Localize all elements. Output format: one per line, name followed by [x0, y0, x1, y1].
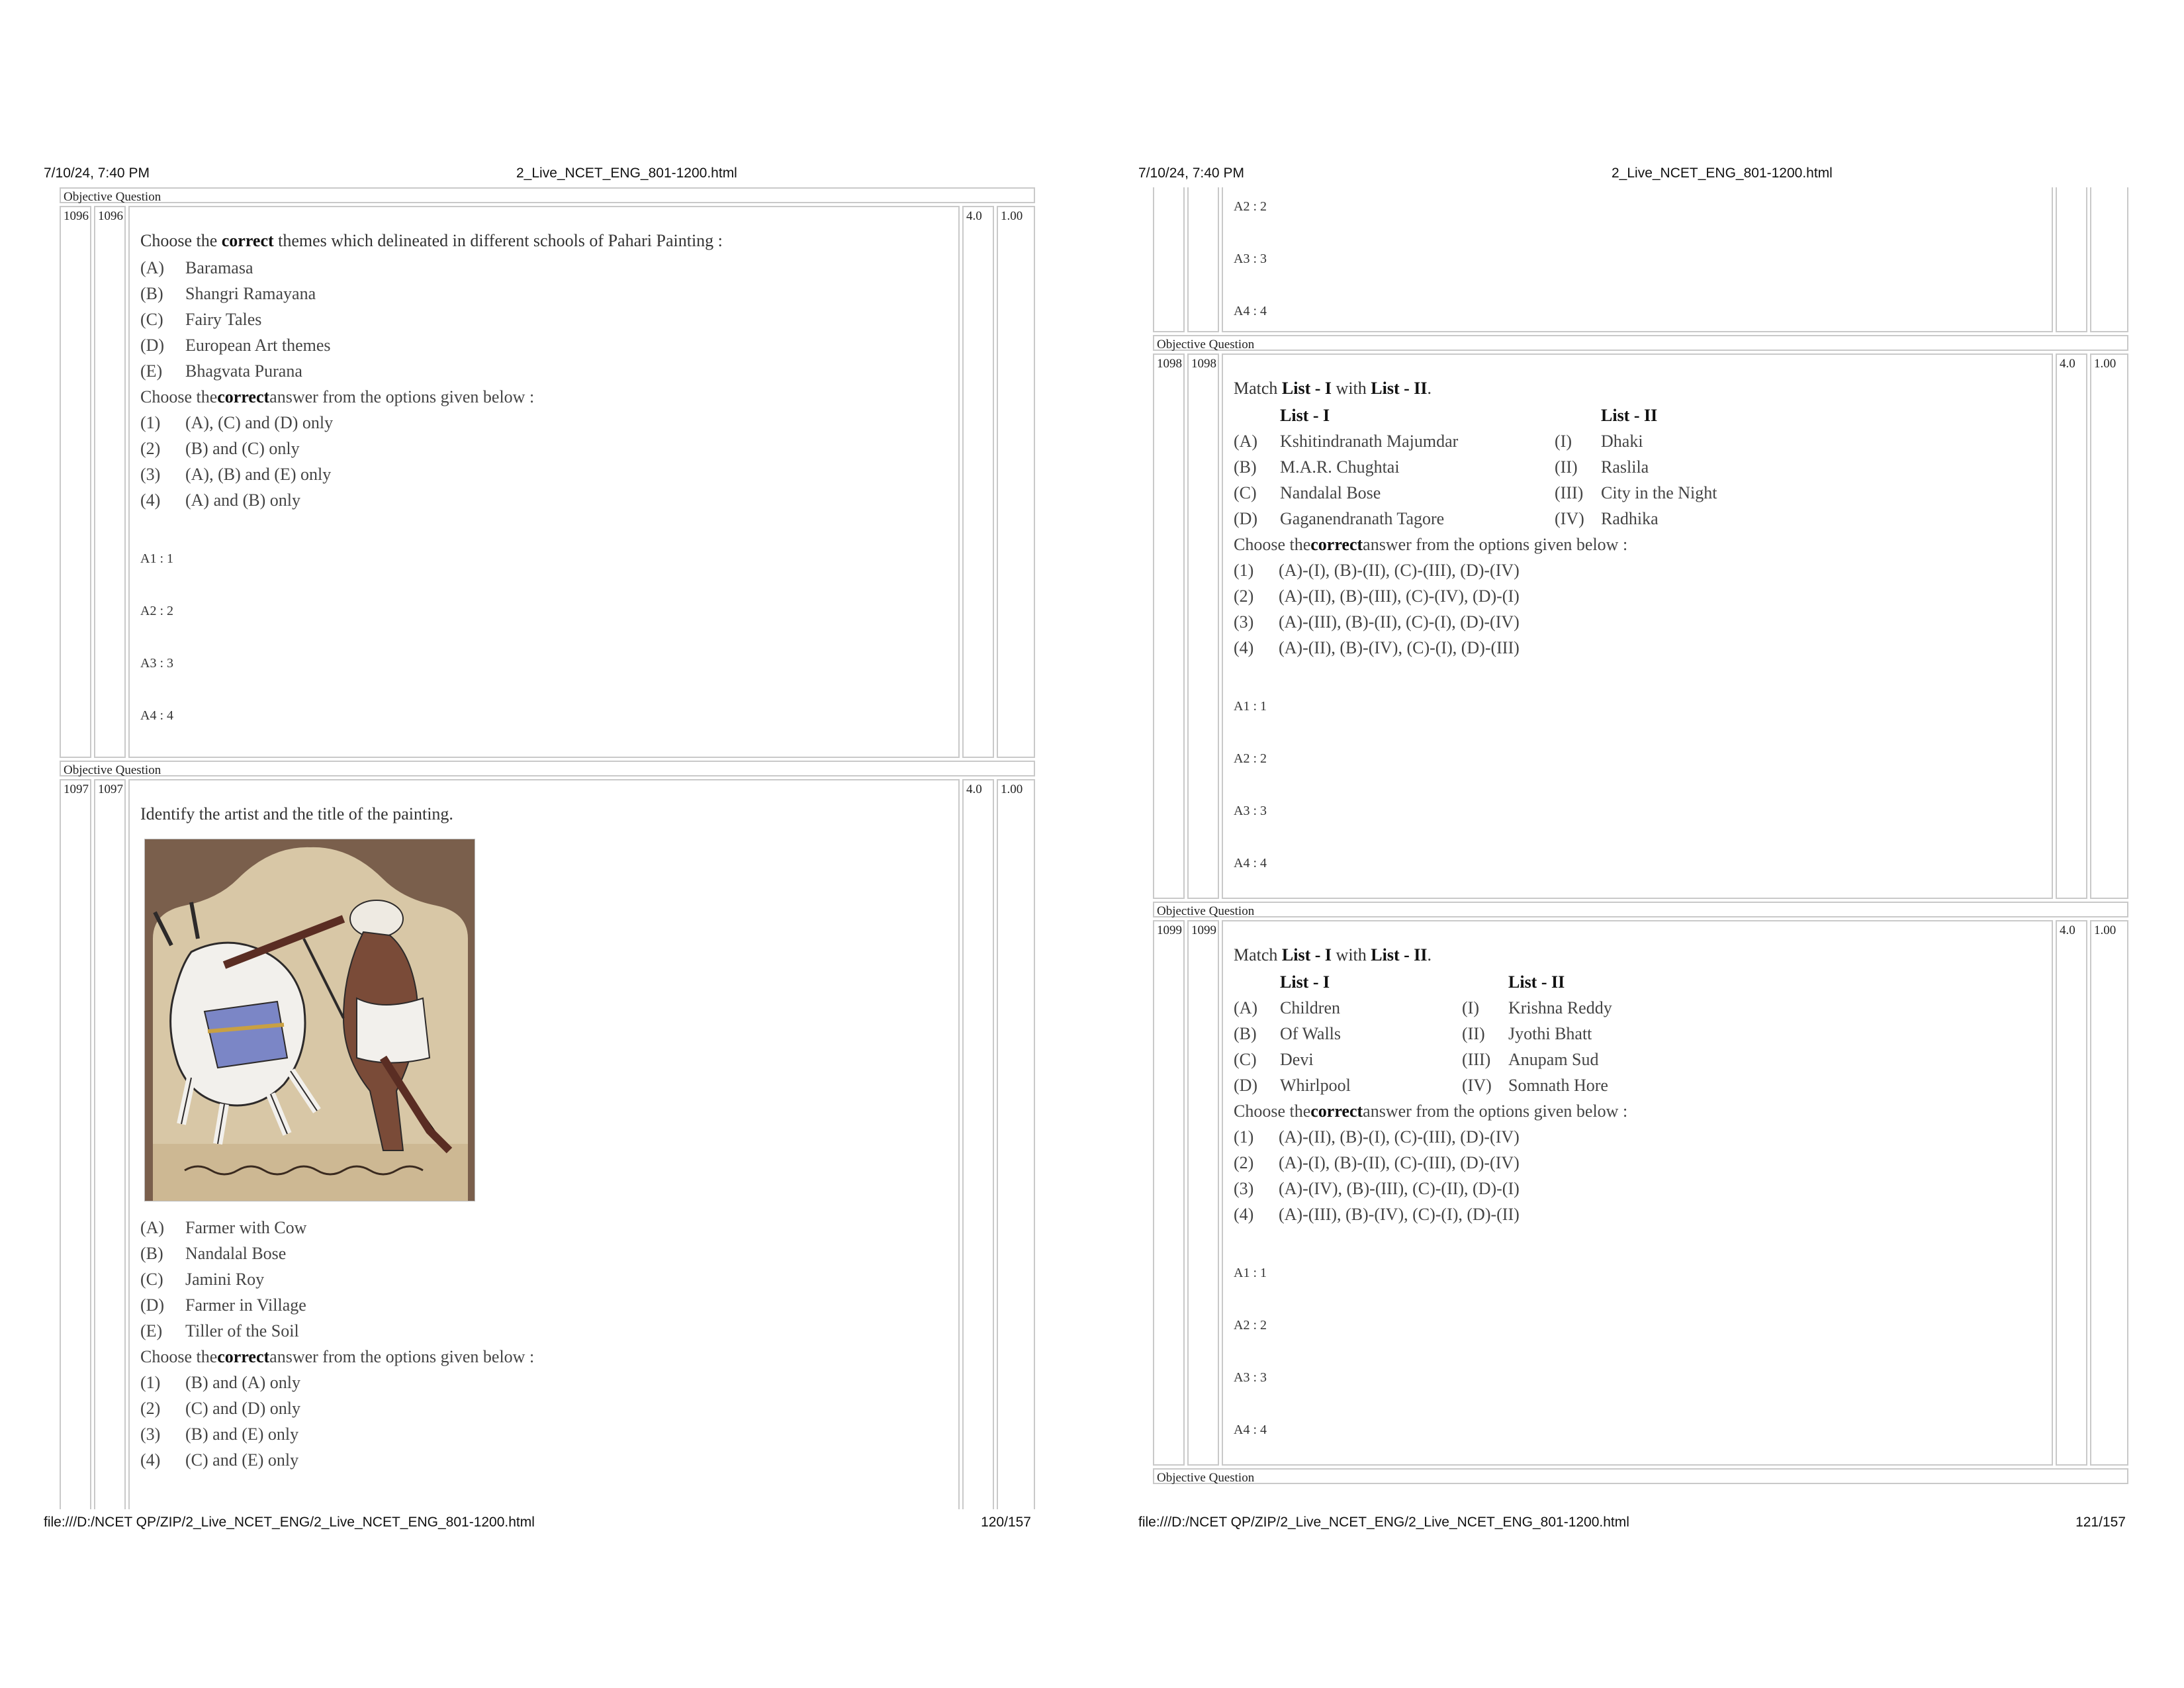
- answer-option: (3) (A), (B) and (E) only: [140, 465, 332, 484]
- answer-key: A3 : 3: [1234, 1370, 1267, 1385]
- match-row: (C) Devi (III) Anupam Sud: [1234, 1049, 1599, 1069]
- answer-key: A3 : 3: [1234, 804, 1267, 818]
- choose-instruction: Choose the correct answer from the options given below :: [1234, 535, 1628, 554]
- answer-option: (2) (A)-(I), (B)-(II), (C)-(III), (D)-(IV): [1234, 1153, 1520, 1172]
- answer-option: (4) (A) and (B) only: [140, 491, 301, 510]
- answer-option: (2) (C) and (D) only: [140, 1399, 301, 1418]
- question-body: [1222, 920, 2053, 1466]
- negative-marks: 1.00: [997, 779, 1035, 1509]
- question-1096: [60, 206, 1035, 758]
- question-stem: Choose the correct themes which delineated in different schools of Pahari Painting :: [140, 231, 723, 250]
- match-table: [1234, 969, 1612, 1098]
- choose-instruction: Choose the correct answer from the options given below :: [1234, 1102, 1628, 1121]
- answer-option: (4) (C) and (E) only: [140, 1450, 299, 1470]
- page-content: [60, 187, 1035, 1509]
- question-id: 1096: [94, 206, 126, 758]
- answer-key: A4 : 4: [1234, 856, 1267, 870]
- choose-instruction: Choose the correct answer from the options given below :: [140, 1347, 535, 1366]
- answer-option: (3) (A)-(IV), (B)-(III), (C)-(II), (D)-(I): [1234, 1179, 1520, 1198]
- list-2-header: List - II: [1601, 405, 1658, 425]
- question-stem: Identify the artist and the title of the painting.: [140, 804, 453, 823]
- question-id: 1096: [60, 206, 91, 758]
- answer-key: A2 : 2: [140, 604, 173, 618]
- file-path: file:///D:/NCET QP/ZIP/2_Live_NCET_ENG/2_Live_NCET_ENG_801-1200.html: [44, 1515, 535, 1530]
- answer-key: A1 : 1: [140, 551, 173, 566]
- answer-option: (1) (A)-(I), (B)-(II), (C)-(III), (D)-(IV): [1234, 561, 1520, 580]
- statement-item: (E) Bhagvata Purana: [140, 361, 302, 381]
- statement-item: (E) Tiller of the Soil: [140, 1321, 299, 1340]
- list-1-header: List - I: [1280, 972, 1330, 992]
- list-1-header: List - I: [1280, 405, 1330, 425]
- question-1099: [1153, 920, 2128, 1466]
- painting-image: [144, 839, 475, 1201]
- match-row: (A) Children (I) Krishna Reddy: [1234, 998, 1612, 1017]
- answer-key: A1 : 1: [1234, 1266, 1267, 1280]
- statement-item: (A) Farmer with Cow: [140, 1218, 307, 1237]
- statement-item: (B) Shangri Ramayana: [140, 284, 316, 303]
- print-title: 2_Live_NCET_ENG_801-1200.html: [516, 165, 737, 181]
- match-row: (B) M.A.R. Chughtai (II) Raslila: [1234, 457, 1649, 477]
- print-title: 2_Live_NCET_ENG_801-1200.html: [1612, 165, 1833, 181]
- question-body: [1222, 353, 2053, 899]
- statement-item: (C) Jamini Roy: [140, 1270, 265, 1289]
- statement-item: (C) Fairy Tales: [140, 310, 262, 329]
- answer-option: (1) (A)-(II), (B)-(I), (C)-(III), (D)-(IV): [1234, 1127, 1520, 1147]
- statement-item: (A) Baramasa: [140, 258, 253, 277]
- statement-item: (D) European Art themes: [140, 336, 331, 355]
- answer-option: (3) (B) and (E) only: [140, 1425, 299, 1444]
- print-date: 7/10/24, 7:40 PM: [44, 165, 150, 181]
- marks: 4.0: [2056, 920, 2087, 1466]
- question-body: [128, 206, 960, 758]
- page-121: [1092, 0, 2184, 1688]
- match-table: [1234, 402, 1717, 532]
- answer-option: (3) (A)-(III), (B)-(II), (C)-(I), (D)-(IV): [1234, 612, 1520, 632]
- match-row: (D) Whirlpool (IV) Somnath Hore: [1234, 1075, 1608, 1095]
- statement-item: (D) Farmer in Village: [140, 1295, 306, 1315]
- negative-marks: 1.00: [2090, 353, 2128, 899]
- answer-key: A1 : 1: [1234, 699, 1267, 714]
- match-row: (B) Of Walls (II) Jyothi Bhatt: [1234, 1023, 1592, 1043]
- marks: 4.0: [2056, 353, 2087, 899]
- question-id: 1099: [1153, 920, 1185, 1466]
- answer-key: A4 : 4: [1234, 1423, 1267, 1437]
- question-1097: [60, 779, 1035, 1509]
- question-stem: Match List - I with List - II.: [1234, 379, 1432, 398]
- answer-option: (4) (A)-(II), (B)-(IV), (C)-(I), (D)-(III): [1234, 638, 1520, 657]
- answer-option: (4) (A)-(III), (B)-(IV), (C)-(I), (D)-(II): [1234, 1205, 1520, 1224]
- section-label: Objective Question: [1153, 335, 2128, 351]
- answer-key: A4 : 4: [1234, 304, 1267, 318]
- question-1097-continued: [1153, 187, 2128, 332]
- question-1098: [1153, 353, 2128, 899]
- statement-item: (B) Nandalal Bose: [140, 1244, 287, 1263]
- negative-marks: 1.00: [2090, 920, 2128, 1466]
- print-date: 7/10/24, 7:40 PM: [1138, 165, 1244, 181]
- page-number: 121/157: [2075, 1515, 2126, 1530]
- question-id: 1097: [60, 779, 91, 1509]
- answer-option: (2) (A)-(II), (B)-(III), (C)-(IV), (D)-(I): [1234, 586, 1520, 606]
- answer-option: (2) (B) and (C) only: [140, 439, 300, 458]
- marks: 4.0: [962, 206, 994, 758]
- section-label: Objective Question: [1153, 1468, 2128, 1484]
- answer-key: A4 : 4: [140, 708, 173, 723]
- page-number: 120/157: [981, 1515, 1031, 1530]
- answer-key: A3 : 3: [1234, 252, 1267, 266]
- page-content: [1153, 187, 2128, 1509]
- answer-option: (1) (A), (C) and (D) only: [140, 413, 334, 432]
- answer-key: A2 : 2: [1234, 1318, 1267, 1333]
- question-id: 1098: [1187, 353, 1219, 899]
- question-body: [128, 779, 960, 1509]
- marks: 4.0: [962, 779, 994, 1509]
- choose-instruction: Choose the correct answer from the options given below :: [140, 387, 535, 406]
- question-id: 1099: [1187, 920, 1219, 1466]
- match-row: (D) Gaganendranath Tagore (IV) Radhika: [1234, 508, 1659, 528]
- match-row: (C) Nandalal Bose (III) City in the Night: [1234, 483, 1717, 502]
- negative-marks: 1.00: [997, 206, 1035, 758]
- question-id: 1097: [94, 779, 126, 1509]
- file-path: file:///D:/NCET QP/ZIP/2_Live_NCET_ENG/2_Live_NCET_ENG_801-1200.html: [1138, 1515, 1629, 1530]
- list-2-header: List - II: [1508, 972, 1565, 992]
- section-label: Objective Question: [60, 187, 1035, 203]
- section-label: Objective Question: [60, 761, 1035, 776]
- match-row: (A) Kshitindranath Majumdar (I) Dhaki: [1234, 431, 1643, 451]
- answer-option: (1) (B) and (A) only: [140, 1373, 301, 1392]
- section-label: Objective Question: [1153, 902, 2128, 917]
- answer-key: A2 : 2: [1234, 199, 1267, 214]
- answer-key: A2 : 2: [1234, 751, 1267, 766]
- answer-key: A3 : 3: [140, 656, 173, 671]
- question-id: 1098: [1153, 353, 1185, 899]
- question-stem: Match List - I with List - II.: [1234, 945, 1432, 964]
